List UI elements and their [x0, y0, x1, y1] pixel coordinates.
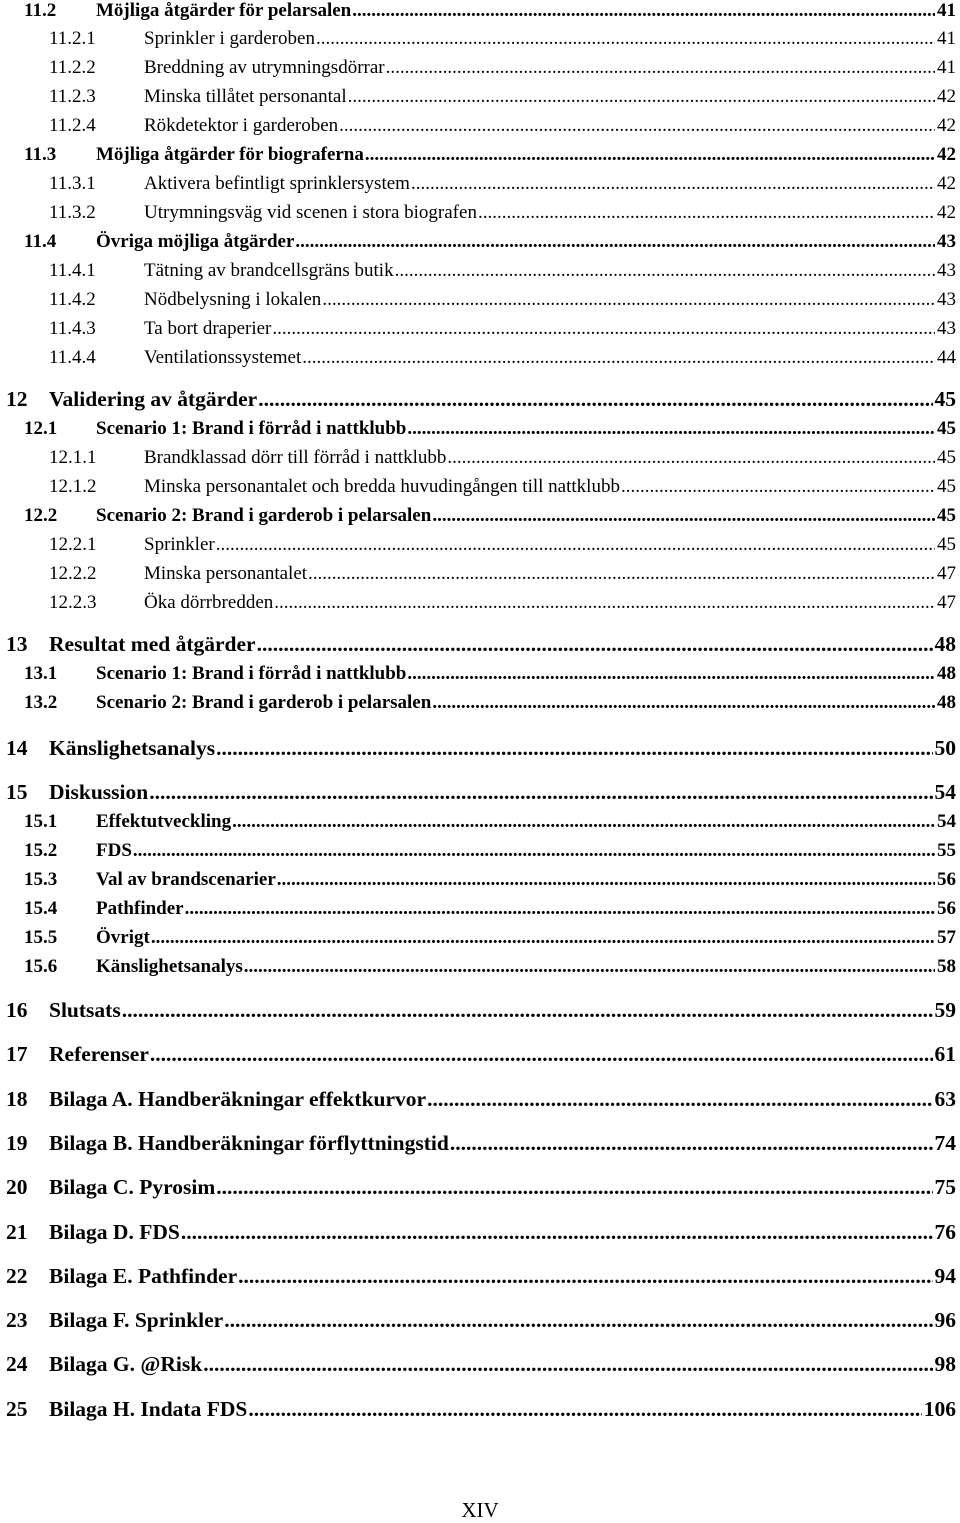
toc-leader-dots [432, 505, 935, 527]
toc-entry-page: 44 [937, 347, 956, 368]
toc-entry-page: 61 [934, 1042, 956, 1066]
toc-leader-dots [447, 447, 935, 469]
toc-entry-title: Möjliga åtgärder för pelarsalen [96, 0, 352, 21]
toc-entry[interactable] [6, 115, 956, 143]
toc-entry[interactable] [6, 1352, 956, 1380]
toc-entry-page: 57 [937, 927, 956, 948]
toc-entry-page: 45 [937, 418, 956, 439]
toc-entry-title: Breddning av utrymningsdörrar [144, 57, 385, 78]
toc-entry-title: Övrigt [96, 927, 150, 948]
toc-entry-number: 15.6 [24, 956, 58, 977]
toc-entry-title: Scenario 1: Brand i förråd i nattklubb [96, 418, 407, 439]
toc-entry-title: Val av brandscenarier [96, 869, 276, 890]
toc-entry-page: 41 [937, 28, 956, 49]
toc-entry-number: 16 [6, 998, 28, 1022]
toc-entry-page: 56 [937, 869, 956, 890]
toc-leader-dots [339, 115, 935, 137]
toc-entry-title: Diskussion [49, 780, 149, 804]
toc-entry-page: 74 [934, 1131, 956, 1155]
toc-entry[interactable] [6, 0, 956, 28]
toc-entry-title: Sprinkler [144, 534, 215, 555]
toc-leader-dots [478, 202, 935, 224]
toc-entry-number: 11.2.3 [49, 86, 96, 107]
toc-leader-dots [348, 86, 935, 108]
toc-entry-page: 50 [934, 736, 956, 760]
toc-leader-dots [316, 28, 935, 50]
toc-entry[interactable] [6, 1264, 956, 1292]
toc-entry-title: Brandklassad dörr till förråd i nattklubb [144, 447, 447, 468]
toc-entry-number: 15.5 [24, 927, 58, 948]
toc-entry[interactable] [6, 736, 956, 764]
toc-leader-dots [232, 811, 935, 833]
toc-leader-dots [258, 387, 932, 412]
toc-entry[interactable] [6, 173, 956, 201]
toc-entry-title: Minska personantalet [144, 563, 308, 584]
toc-entry-page: 41 [937, 57, 956, 78]
toc-leader-dots [133, 840, 935, 862]
toc-entry[interactable] [6, 347, 956, 375]
toc-entry-number: 13.1 [24, 663, 58, 684]
toc-entry-number: 20 [6, 1175, 28, 1199]
toc-leader-dots [308, 563, 935, 585]
toc-entry-page: 63 [934, 1087, 956, 1111]
toc-entry-page: 43 [937, 318, 956, 339]
toc-entry-page: 42 [937, 144, 956, 165]
toc-entry-page: 56 [937, 898, 956, 919]
toc-entry-title: Minska personantalet och bredda huvudingången till nattklubb [144, 476, 620, 497]
toc-entry-number: 15.1 [24, 811, 58, 832]
toc-leader-dots [432, 692, 935, 714]
toc-leader-dots [295, 231, 935, 253]
toc-entry-number: 11.4.3 [49, 318, 96, 339]
toc-entry-title: Bilaga E. Pathfinder [49, 1264, 238, 1288]
toc-entry-page: 43 [937, 289, 956, 310]
toc-entry-page: 48 [937, 663, 956, 684]
toc-entry-number: 11.4.4 [49, 347, 96, 368]
toc-leader-dots [427, 1087, 932, 1112]
toc-entry-title: Sprinkler i garderoben [144, 28, 315, 49]
toc-leader-dots [185, 898, 935, 920]
toc-entry-page: 45 [934, 387, 956, 411]
toc-entry-number: 11.3.1 [49, 173, 96, 194]
toc-entry[interactable] [6, 780, 956, 808]
toc-entry-number: 11.2 [24, 0, 57, 21]
toc-entry-page: 48 [934, 632, 956, 656]
toc-entry-title: Övriga möjliga åtgärder [96, 231, 295, 252]
toc-entry[interactable] [6, 1042, 956, 1070]
toc-entry-number: 21 [6, 1220, 28, 1244]
toc-leader-dots [151, 927, 935, 949]
toc-entry-number: 12.2.2 [49, 563, 97, 584]
toc-entry[interactable] [6, 231, 956, 259]
toc-entry-title: Resultat med åtgärder [49, 632, 256, 656]
toc-entry-page: 96 [934, 1308, 956, 1332]
toc-leader-dots [244, 956, 935, 978]
toc-entry[interactable] [6, 202, 956, 230]
toc-entry[interactable] [6, 1308, 956, 1336]
toc-entry[interactable] [6, 387, 956, 415]
toc-entry-number: 12.1.2 [49, 476, 97, 497]
toc-entry-page: 54 [934, 780, 956, 804]
toc-leader-dots [395, 260, 935, 282]
toc-entry-title: Bilaga F. Sprinkler [49, 1308, 224, 1332]
toc-entry[interactable] [6, 476, 956, 504]
toc-entry-number: 11.3 [24, 144, 57, 165]
toc-entry-title: Scenario 1: Brand i förråd i nattklubb [96, 663, 407, 684]
toc-leader-dots [238, 1264, 932, 1289]
toc-leader-dots [621, 476, 935, 498]
toc-entry-page: 94 [934, 1264, 956, 1288]
toc-entry-title: Öka dörrbredden [144, 592, 274, 613]
toc-leader-dots [386, 57, 935, 79]
toc-leader-dots [216, 736, 932, 761]
toc-leader-dots [149, 780, 932, 805]
toc-entry[interactable] [6, 57, 956, 85]
toc-entry-title: Tätning av brandcellsgräns butik [144, 260, 394, 281]
toc-entry-number: 12.1 [24, 418, 58, 439]
toc-entry-page: 58 [937, 956, 956, 977]
toc-entry[interactable] [6, 840, 956, 868]
toc-entry-title: Ta bort draperier [144, 318, 272, 339]
toc-entry-title: Scenario 2: Brand i garderob i pelarsalen [96, 692, 432, 713]
toc-entry[interactable] [6, 144, 956, 172]
toc-entry[interactable] [6, 632, 956, 660]
toc-entry-page: 43 [937, 260, 956, 281]
toc-entry-page: 59 [934, 998, 956, 1022]
toc-leader-dots [272, 318, 935, 340]
toc-entry-number: 12.2.1 [49, 534, 97, 555]
toc-entry-page: 54 [937, 811, 956, 832]
toc-entry-number: 11.2.2 [49, 57, 96, 78]
toc-entry[interactable] [6, 692, 956, 720]
toc-entry-title: Ventilationssystemet [144, 347, 302, 368]
toc-entry-number: 11.4 [24, 231, 57, 252]
toc-entry[interactable] [6, 28, 956, 56]
toc-entry-number: 15.2 [24, 840, 58, 861]
toc-entry-title: Möjliga åtgärder för biograferna [96, 144, 364, 165]
toc-entry-page: 48 [937, 692, 956, 713]
toc-leader-dots [224, 1308, 932, 1333]
toc-entry-title: Bilaga B. Handberäkningar förflyttningstid [49, 1131, 449, 1155]
toc-leader-dots [150, 1042, 933, 1067]
toc-entry-page: 42 [937, 173, 956, 194]
toc-leader-dots [216, 1175, 932, 1200]
toc-entry[interactable] [6, 1397, 956, 1425]
toc-entry[interactable] [6, 998, 956, 1026]
toc-leader-dots [322, 289, 935, 311]
toc-entry-number: 12 [6, 387, 28, 411]
toc-entry-title: Aktivera befintligt sprinklersystem [144, 173, 410, 194]
toc-entry[interactable] [6, 956, 956, 984]
toc-entry-number: 15 [6, 780, 28, 804]
toc-entry-title: Validering av åtgärder [49, 387, 258, 411]
toc-entry-page: 42 [937, 115, 956, 136]
toc-entry-number: 12.2 [24, 505, 58, 526]
toc-entry-page: 47 [937, 592, 956, 613]
toc-entry[interactable] [6, 505, 956, 533]
toc-leader-dots [274, 592, 935, 614]
toc-entry-title: Slutsats [49, 998, 121, 1022]
page-number: XIV [461, 1498, 499, 1522]
toc-entry-page: 43 [937, 231, 956, 252]
toc-entry-number: 11.2.4 [49, 115, 96, 136]
toc-leader-dots [181, 1220, 933, 1245]
toc-entry-title: Bilaga H. Indata FDS [49, 1397, 248, 1421]
toc-entry[interactable] [6, 563, 956, 591]
toc-leader-dots [277, 869, 935, 891]
toc-entry-title: Utrymningsväg vid scenen i stora biografen [144, 202, 477, 223]
toc-entry-title: FDS [96, 840, 132, 861]
toc-entry-title: Effektutveckling [96, 811, 232, 832]
toc-entry-page: 76 [934, 1220, 956, 1244]
toc-entry[interactable] [6, 534, 956, 562]
toc-entry[interactable] [6, 1087, 956, 1115]
toc-entry-page: 42 [937, 86, 956, 107]
toc-entry-number: 11.4.1 [49, 260, 96, 281]
toc-entry-number: 14 [6, 736, 28, 760]
toc-entry-page: 42 [937, 202, 956, 223]
toc-entry-title: Nödbelysning i lokalen [144, 289, 322, 310]
toc-entry-number: 19 [6, 1131, 28, 1155]
toc-entry-page: 106 [923, 1397, 956, 1421]
toc-entry-title: Rökdetektor i garderoben [144, 115, 339, 136]
toc-entry[interactable] [6, 927, 956, 955]
toc-entry-number: 13.2 [24, 692, 58, 713]
toc-entry-page: 45 [937, 505, 956, 526]
toc-entry-number: 23 [6, 1308, 28, 1332]
toc-leader-dots [302, 347, 935, 369]
toc-leader-dots [411, 173, 935, 195]
toc-entry-number: 11.4.2 [49, 289, 96, 310]
toc-entry-page: 41 [937, 0, 956, 21]
toc-entry-number: 22 [6, 1264, 28, 1288]
toc-entry-number: 12.1.1 [49, 447, 97, 468]
toc-entry-page: 47 [937, 563, 956, 584]
toc-entry[interactable] [6, 318, 956, 346]
toc-entry-title: Bilaga C. Pyrosim [49, 1175, 216, 1199]
toc-entry[interactable] [6, 869, 956, 897]
toc-entry-title: Bilaga A. Handberäkningar effektkurvor [49, 1087, 427, 1111]
toc-entry-number: 17 [6, 1042, 28, 1066]
toc-entry[interactable] [6, 447, 956, 475]
toc-entry[interactable] [6, 260, 956, 288]
toc-leader-dots [365, 144, 935, 166]
toc-leader-dots [352, 0, 935, 22]
toc-leader-dots [248, 1397, 921, 1422]
toc-entry[interactable] [6, 418, 956, 446]
toc-entry-number: 11.2.1 [49, 28, 96, 49]
toc-entry-title: Känslighetsanalys [49, 736, 216, 760]
toc-entry-page: 75 [934, 1175, 956, 1199]
toc-leader-dots [407, 663, 935, 685]
toc-entry-page: 45 [937, 476, 956, 497]
toc-leader-dots [407, 418, 935, 440]
toc-entry-number: 11.3.2 [49, 202, 96, 223]
toc-entry-page: 55 [937, 840, 956, 861]
toc-leader-dots [203, 1352, 932, 1377]
toc-entry-number: 15.3 [24, 869, 58, 890]
toc-entry-number: 12.2.3 [49, 592, 97, 613]
toc-entry-title: Känslighetsanalys [96, 956, 243, 977]
toc-entry[interactable] [6, 289, 956, 317]
toc-entry-page: 45 [937, 534, 956, 555]
toc-entry-page: 98 [934, 1352, 956, 1376]
toc-entry[interactable] [6, 898, 956, 926]
toc-entry-title: Minska tillåtet personantal [144, 86, 347, 107]
toc-entry-number: 24 [6, 1352, 28, 1376]
toc-entry-number: 13 [6, 632, 28, 656]
toc-entry-title: Bilaga D. FDS [49, 1220, 180, 1244]
toc-entry[interactable] [6, 86, 956, 114]
toc-entry[interactable] [6, 1131, 956, 1159]
toc-entry-title: Bilaga G. @Risk [49, 1352, 203, 1376]
toc-leader-dots [122, 998, 933, 1023]
toc-entry-page: 45 [937, 447, 956, 468]
toc-entry-number: 18 [6, 1087, 28, 1111]
toc-entry[interactable] [6, 663, 956, 691]
toc-entry-number: 15.4 [24, 898, 58, 919]
toc-entry-number: 25 [6, 1397, 28, 1421]
toc-leader-dots [450, 1131, 933, 1156]
toc-entry[interactable] [6, 592, 956, 620]
toc-entry-title: Scenario 2: Brand i garderob i pelarsalen [96, 505, 432, 526]
toc-leader-dots [257, 632, 933, 657]
toc-entry[interactable] [6, 1220, 956, 1248]
toc-entry[interactable] [6, 1175, 956, 1203]
toc-entry-title: Referenser [49, 1042, 149, 1066]
toc-leader-dots [216, 534, 935, 556]
toc-entry-title: Pathfinder [96, 898, 184, 919]
toc-entry[interactable] [6, 811, 956, 839]
